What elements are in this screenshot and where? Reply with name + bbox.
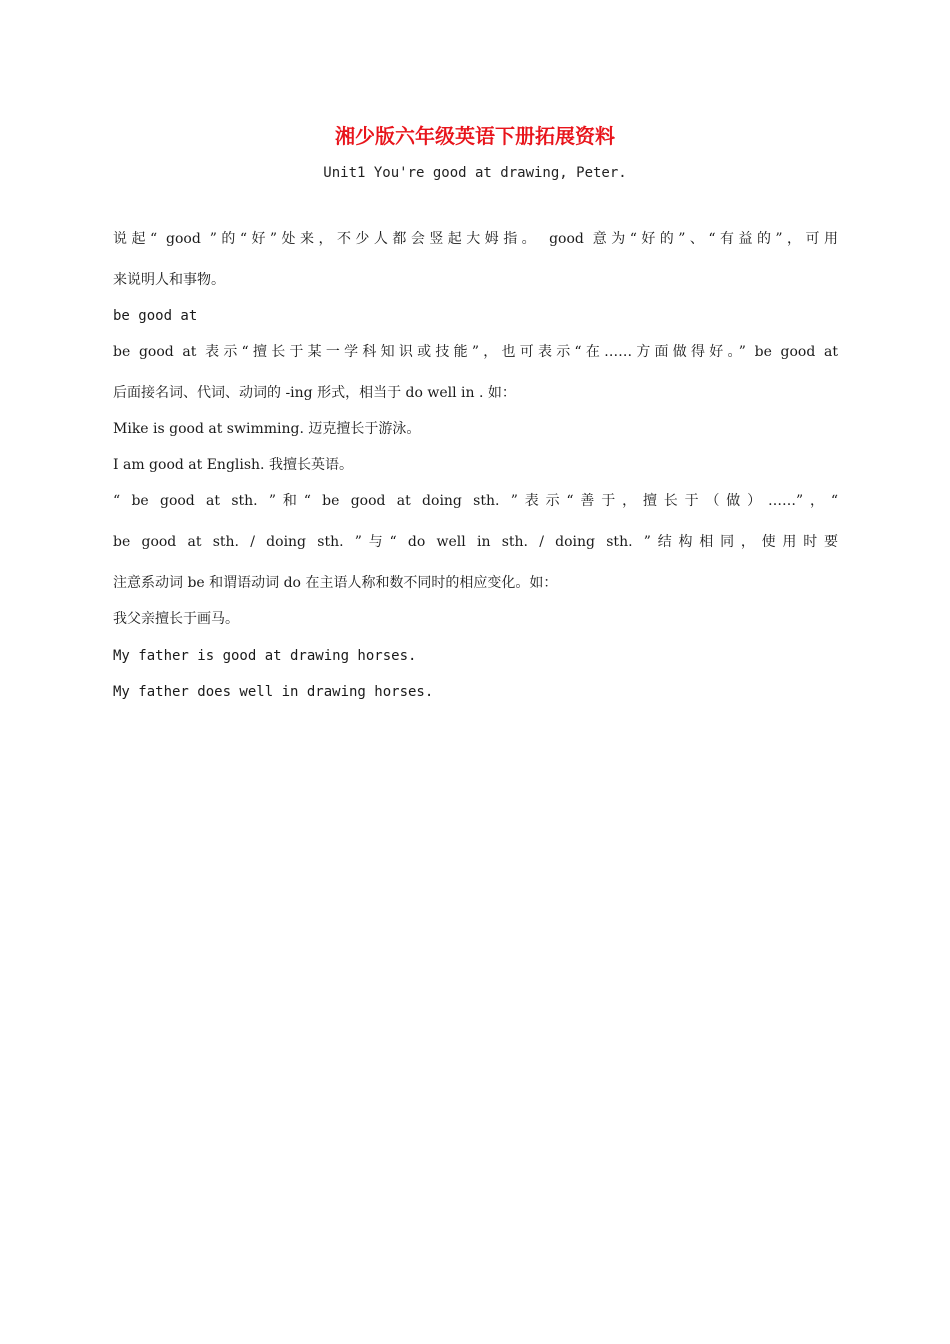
- paragraph-line: 后面接名词、代词、动词的 -ing 形式，相当于 do well in . 如：: [113, 385, 516, 401]
- paragraph-line: “ be good at sth. ”和“ be good at doing sth. ”表示“善于，擅长于（做）……”，“: [113, 493, 838, 509]
- paragraph-line: be good at sth. / doing sth. ”与“ do well in sth. / doing sth. ”结构相同，使用时要: [113, 534, 838, 550]
- paragraph-line: be good at 表示“擅长于某一学科知识或技能”，也可表示“在……方面做得好。” be good at: [113, 344, 838, 360]
- document-subtitle: Unit1 You're good at drawing, Peter.: [323, 165, 627, 181]
- document-title: 湘少版六年级英语下册拓展资料: [335, 124, 615, 148]
- paragraph-line: My father does well in drawing horses.: [113, 684, 434, 700]
- paragraph-line: I am good at English. 我擅长英语。: [113, 457, 353, 473]
- paragraph-line: 说起“ good ”的“好”处来，不少人都会竖起大姆指。 good 意为“好的”、“有益的”，可用: [113, 231, 838, 247]
- paragraph-line: 我父亲擅长于画马。: [113, 611, 239, 627]
- paragraph-line: Mike is good at swimming. 迈克擅长于游泳。: [113, 421, 421, 437]
- paragraph-line: 来说明人和事物。: [113, 272, 225, 288]
- paragraph-line: 注意系动词 be 和谓语动词 do 在主语人称和数不同时的相应变化。如：: [113, 575, 558, 591]
- paragraph-line: be good at: [113, 308, 198, 324]
- paragraph-line: My father is good at drawing horses.: [113, 648, 417, 664]
